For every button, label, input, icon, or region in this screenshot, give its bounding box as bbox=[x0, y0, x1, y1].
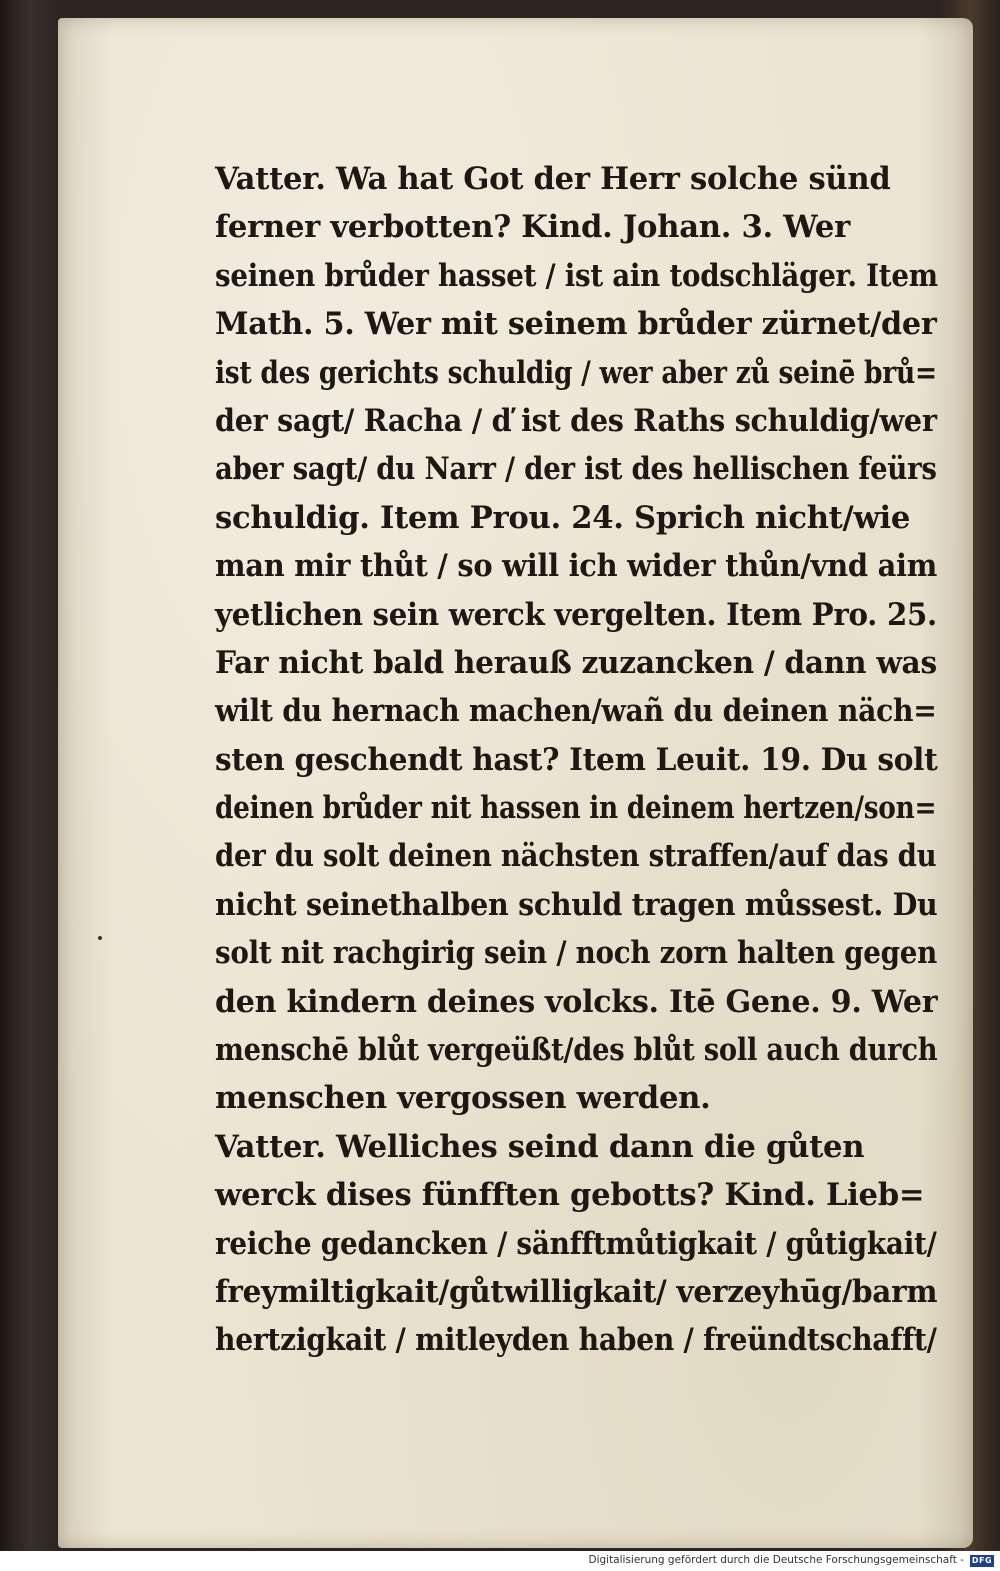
text-line: werck dises fünfften gebotts? Kind. Lieb= bbox=[215, 1177, 925, 1214]
text-line: aber sagt/ du Narr / der ist des hellischen feürs bbox=[215, 451, 937, 488]
text-line: sten geschendt hast? Item Leuit. 19. Du solt bbox=[215, 741, 938, 778]
text-line: deinen brůder nit hassen in deinem hertzen/son= bbox=[215, 790, 937, 827]
text-line: Far nicht bald herauß zuzancken / dann was bbox=[215, 644, 937, 681]
text-line: solt nit rachgirig sein / noch zorn halten gegen bbox=[215, 935, 938, 972]
text-line: Math. 5. Wer mit seinem brůder zürnet/der bbox=[215, 306, 937, 343]
footer-bar bbox=[0, 1551, 1000, 1571]
text-line: hertzigkait / mitleyden haben / freündtschafft/ bbox=[215, 1322, 937, 1359]
text-line: nicht seinethalben schuld tragen můssest. Du bbox=[215, 886, 938, 923]
text-line: menschen vergossen werden. bbox=[215, 1080, 711, 1117]
paper-spot bbox=[98, 936, 102, 940]
funding-credit: Digitalisierung gefördert durch die Deutsche Forschungsgemeinschaft - bbox=[588, 1554, 964, 1566]
text-line: ferner verbotten? Kind. Johan. 3. Wer bbox=[215, 209, 851, 246]
text-line: menschē blůt vergeüßt/des blůt soll auch durch bbox=[215, 1032, 938, 1069]
text-line: reiche gedancken / sänfftmůtigkait / gůtigkait/ bbox=[215, 1225, 937, 1262]
text-line: wilt du hernach machen/wañ du deinen näch= bbox=[215, 693, 937, 730]
text-line: seinen brůder hasset / ist ain todschläger. Item bbox=[215, 257, 938, 294]
text-line: freymiltigkait/gůtwilligkait/ verzeyhūg/barm bbox=[215, 1273, 938, 1310]
text-line: ist des gerichts schuldig / wer aber zů seinē brů= bbox=[215, 354, 937, 391]
dfg-logo-icon: DFG bbox=[971, 1556, 993, 1565]
text-line: Vatter. Welliches seind dann die gůten bbox=[215, 1128, 865, 1165]
text-line: man mir thůt / so will ich wider thůn/vnd aim bbox=[215, 548, 938, 585]
text-line: schuldig. Item Prou. 24. Sprich nicht/wie bbox=[215, 499, 911, 536]
text-line: der sagt/ Racha / ď ist des Raths schuldig/wer bbox=[215, 402, 937, 439]
text-line: yetlichen sein werck vergelten. Item Pro. 25. bbox=[215, 596, 937, 633]
page-text bbox=[215, 155, 945, 1365]
text-line: der du solt deinen nächsten straffen/auf das du bbox=[215, 838, 937, 875]
text-line: Vatter. Wa hat Got der Herr solche sünd bbox=[215, 161, 891, 197]
text-line: den kindern deines volcks. Itē Gene. 9. Wer bbox=[215, 983, 938, 1020]
